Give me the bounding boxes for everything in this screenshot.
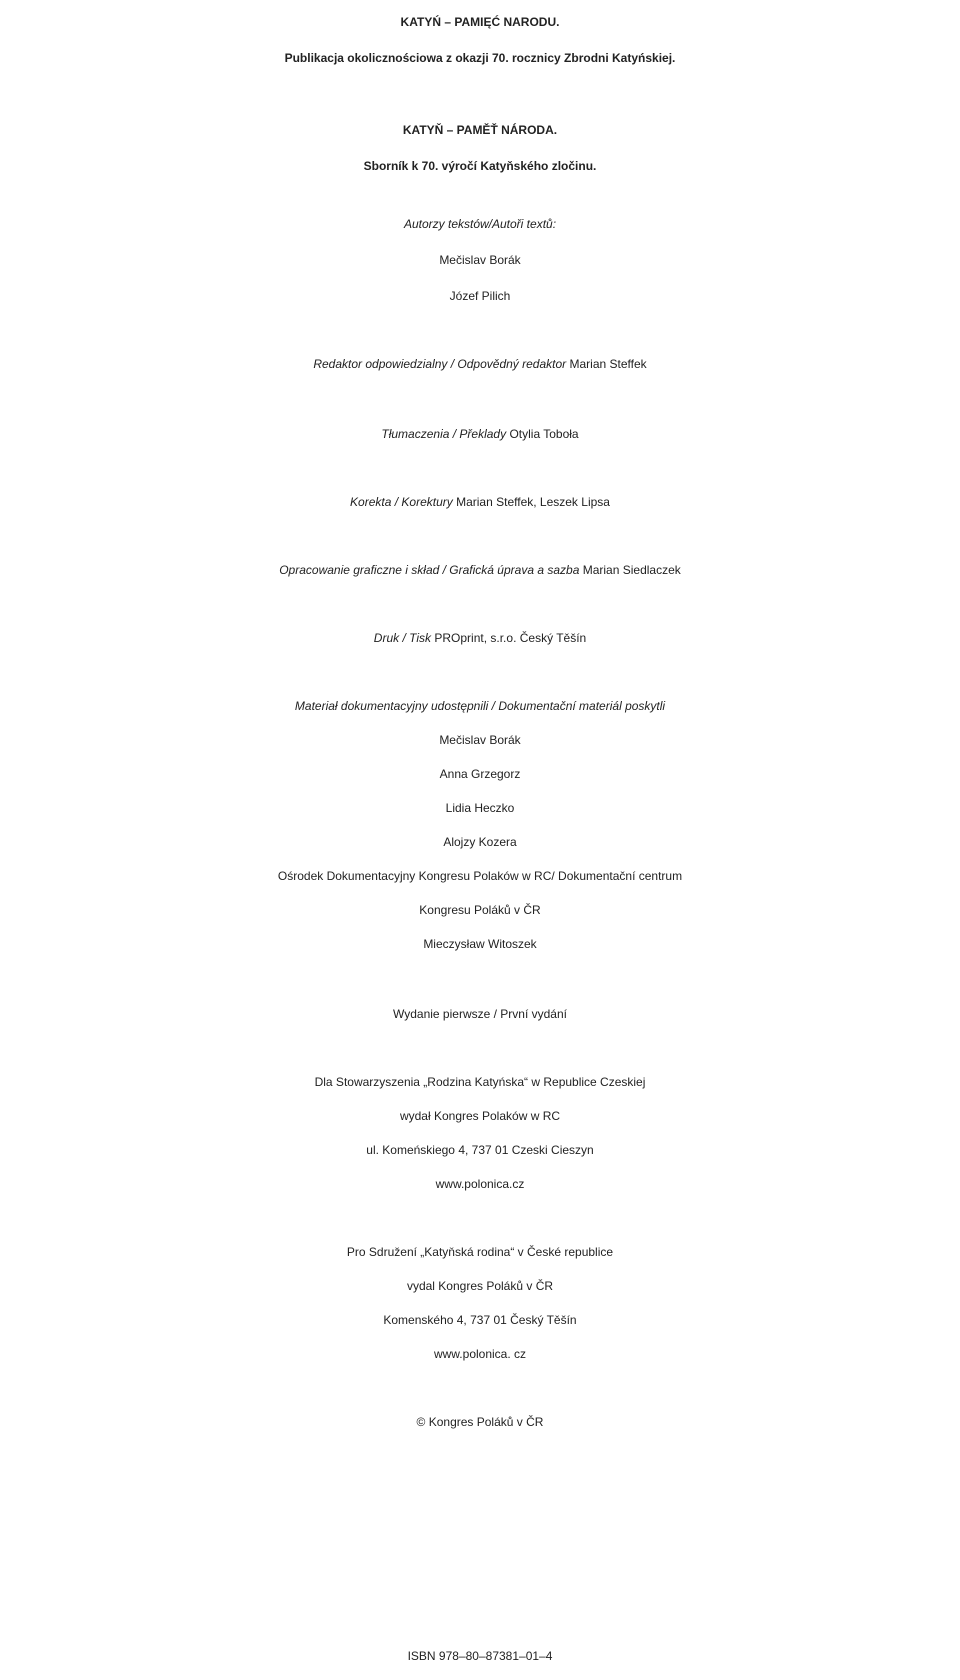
design-label: Opracowanie graficzne i skład / Grafická úprava a sazba xyxy=(279,563,580,577)
translations-value: Otylia Toboła xyxy=(509,427,579,441)
editor-label: Redaktor odpowiedzialny / Odpovědný redaktor xyxy=(313,357,567,371)
editor-value: Marian Steffek xyxy=(569,357,647,371)
translations-credit xyxy=(0,416,960,452)
print-label: Druk / Tisk xyxy=(373,631,432,645)
publisher-pl-address: ul. Komeńskiego 4, 737 01 Czeski Cieszyn xyxy=(366,1143,594,1157)
materials-name: Alojzy Kozera xyxy=(443,835,517,849)
proofreading-value: Marian Steffek, Leszek Lipsa xyxy=(456,495,610,509)
design-value: Marian Siedlaczek xyxy=(582,563,681,577)
copyright-line: © Kongres Poláků v ČR xyxy=(416,1415,544,1429)
cz-subtitle: Sborník k 70. výročí Katyňského zločinu. xyxy=(363,159,597,173)
print-credit xyxy=(0,620,960,656)
isbn-line: ISBN 978–80–87381–01–4 xyxy=(407,1649,553,1663)
materials-label: Materiał dokumentacyjny udostępnili / Dokumentační materiál poskytli xyxy=(294,699,666,713)
translations-label: Tłumaczenia / Překlady xyxy=(381,427,507,441)
materials-name: Kongresu Poláků v ČR xyxy=(419,903,541,917)
publisher-cz-website: www.polonica. cz xyxy=(433,1347,527,1361)
pl-title: KATYŃ – PAMIĘĆ NARODU. xyxy=(400,15,560,29)
editor-credit xyxy=(0,346,960,382)
materials-name: Lidia Heczko xyxy=(445,801,515,815)
design-credit xyxy=(0,552,960,588)
proofreading-label: Korekta / Korektury xyxy=(350,495,453,509)
proofreading-credit xyxy=(0,484,960,520)
author-name: Mečislav Borák xyxy=(439,253,521,267)
materials-name: Mečislav Borák xyxy=(439,733,521,747)
publisher-pl-line: Dla Stowarzyszenia „Rodzina Katyńska“ w Republice Czeskiej xyxy=(314,1075,646,1089)
publisher-pl-line: wydał Kongres Polaków w RC xyxy=(399,1109,561,1123)
author-name: Józef Pilich xyxy=(449,289,511,303)
publisher-cz-line: vydal Kongres Poláků v ČR xyxy=(406,1279,554,1293)
publisher-cz-line: Pro Sdružení „Katyňská rodina“ v České republice xyxy=(346,1245,614,1259)
edition-line: Wydanie pierwsze / První vydání xyxy=(393,1007,567,1021)
materials-name: Mieczysław Witoszek xyxy=(423,937,537,951)
materials-name: Anna Grzegorz xyxy=(439,767,521,781)
pl-subtitle: Publikacja okolicznościowa z okazji 70. rocznicy Zbrodni Katyńskiej. xyxy=(284,51,676,65)
authors-label: Autorzy tekstów/Autoři textů: xyxy=(403,217,557,231)
publisher-pl-website: www.polonica.cz xyxy=(435,1177,525,1191)
print-value: PROprint, s.r.o. Český Těšín xyxy=(434,631,587,645)
cz-title: KATYŇ – PAMĚŤ NÁRODA. xyxy=(402,123,558,137)
publisher-cz-address: Komenského 4, 737 01 Český Těšín xyxy=(383,1313,577,1327)
materials-name: Ośrodek Dokumentacyjny Kongresu Polaków w RC/ Dokumentační centrum xyxy=(277,869,683,883)
